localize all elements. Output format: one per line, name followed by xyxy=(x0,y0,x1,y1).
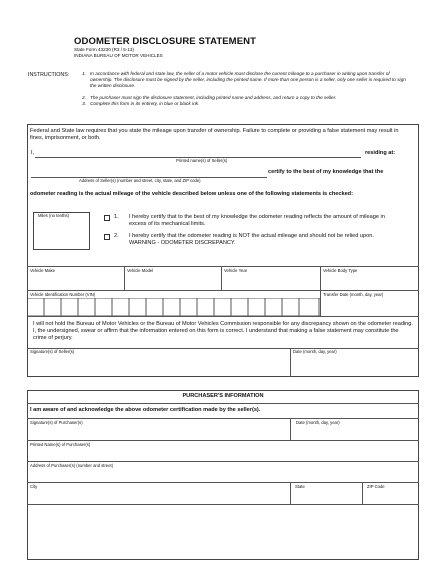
residing-label: residing at: xyxy=(365,150,396,156)
purchaser-heading: PURCHASER'S INFORMATION xyxy=(182,393,264,399)
purchaser-city-field[interactable] xyxy=(28,490,290,504)
option-1-text: I hereby certify that to the best of my knowledge the odometer reading reflects the amount of mileage in excess of its mechanical limits. xyxy=(129,214,385,227)
option-2-warning: WARNING - ODOMETER DISCREPANCY. xyxy=(129,240,236,246)
purchaser-zip-label: ZIP Code xyxy=(367,484,385,489)
purchaser-printed-names-label: Printed Name(s) of Purchaser(s) xyxy=(30,442,91,447)
vehicle-make-label: Vehicle Make xyxy=(30,268,55,273)
seller-date-label: Date (month, day, year) xyxy=(293,349,337,354)
purchaser-zip-field[interactable] xyxy=(364,490,417,504)
transfer-date-label: Transfer Date (month, day, year) xyxy=(323,292,384,297)
certify-text: certify to the best of my knowledge that the xyxy=(268,169,384,175)
option-2-number: 2. xyxy=(114,233,119,239)
instruction-item-3: 3. Complete this form in its entirety, in blue or black ink. xyxy=(82,101,200,106)
vin-grid xyxy=(27,298,320,316)
purchaser-address-field[interactable] xyxy=(28,469,417,482)
vehicle-model-label: Vehicle Model xyxy=(127,268,154,273)
form-number: State Form 43230 (R3 / 5-13) xyxy=(74,47,135,52)
seller-date-field[interactable] xyxy=(292,355,417,375)
seller-signature-field[interactable] xyxy=(28,355,290,375)
purchaser-state-field[interactable] xyxy=(292,490,361,504)
form-title: ODOMETER DISCLOSURE STATEMENT xyxy=(74,36,256,47)
legal-warning: Federal and State law requires that you state the mileage upon transfer of ownership. Failure to complete or providing a false statement may result in fines, imprisonment, or both. xyxy=(30,128,399,141)
vehicle-body-type-label: Vehicle Body Type xyxy=(323,268,358,273)
purchaser-signature-label: Signature(s) of Purchaser(s) xyxy=(30,420,83,425)
instructions-label: INSTRUCTIONS: xyxy=(28,72,70,78)
vin-boxes[interactable] xyxy=(27,298,320,316)
option-1-number: 1. xyxy=(114,214,119,220)
i-label: I, xyxy=(31,150,35,156)
instruction-item-2: 2. The purchaser must sign the disclosure statement, including printed name and address, and return a copy to the seller. xyxy=(82,95,337,100)
vehicle-year-label: Vehicle Year xyxy=(224,268,248,273)
purchaser-state-label: State xyxy=(295,484,305,489)
option-2-text: I hereby certify that the odometer reading is NOT the actual mileage and should not be relied upon. xyxy=(129,233,374,239)
printed-names-label: Printed name(s) of Seller(s) xyxy=(176,158,228,163)
option-1-checkbox[interactable] xyxy=(104,215,110,221)
purchaser-date-label: Date (month, day, year) xyxy=(296,420,340,425)
purchaser-acknowledge: I am aware of and acknowledge the above odometer certification made by the seller(s). xyxy=(30,407,261,413)
vehicle-row-top xyxy=(27,266,419,267)
option-2-checkbox[interactable] xyxy=(104,234,110,240)
purchaser-signature-field[interactable] xyxy=(28,426,290,440)
instruction-item-1: 1. In accordance with federal and state law, the seller of a motor vehicle must disclose the current mileage to a purchaser in writing upon transfer of ownership. The disclosure must be signed by the seller, including the printed name. If more than one person is a seller, only one seller is required to sign the written disclosure. xyxy=(82,71,406,88)
liability-statement: I will not hold the Bureau of Motor Vehicles or the Bureau of Motor Vehicles Commission responsible for any discrepancy shown on the odometer reading. I, the undersigned, swear or affirm that the information entered on this form is correct. I understand that making a false statement may constitute the crime of perjury. xyxy=(33,321,413,341)
seller-address-label: Address of Seller(s) (number and street, city, state, and ZIP code) xyxy=(79,178,201,183)
odometer-statement: odometer reading is the actual mileage of the vehicle described below unless one of the following statements is checked: xyxy=(30,191,353,197)
purchaser-city-label: City xyxy=(30,484,38,489)
vin-label: Vehicle Identification Number (VIN) xyxy=(30,292,96,297)
seller-signature-label: Signature(s) of Seller(s) xyxy=(30,349,75,354)
purchaser-printed-names-field[interactable] xyxy=(28,448,417,461)
agency-name: INDIANA BUREAU OF MOTOR VEHICLES xyxy=(74,53,163,58)
purchaser-date-field[interactable] xyxy=(292,426,417,440)
miles-label: Miles (no tenths) xyxy=(38,213,69,218)
purchaser-address-label: Address of Purchaser(s) (number and street) xyxy=(30,463,114,468)
